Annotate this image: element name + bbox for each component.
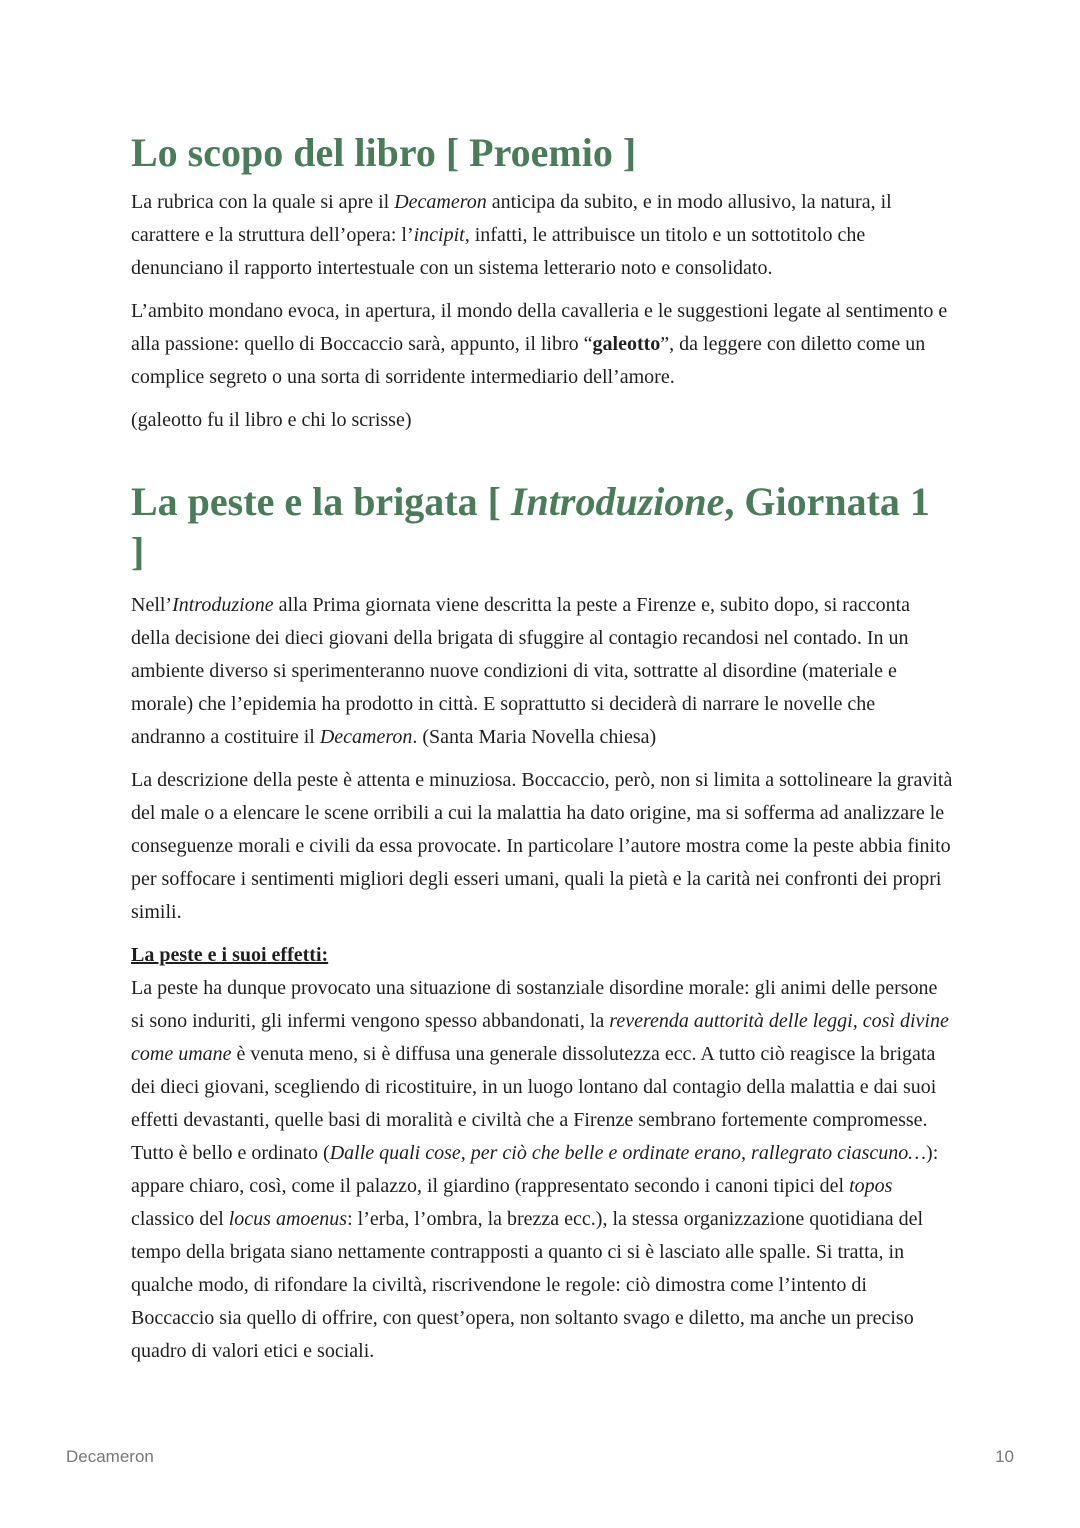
paragraph-introduzione: Nell’Introduzione alla Prima giornata viene descritta la peste a Firenze e, subito dopo, si racconta della decisione dei dieci giovani della brigata di sfuggire al contagio recandosi nel contado. In un ambiente diverso si sperimenteranno nuove condizioni di vita, sottratte al disordine (materiale e morale) che l’epidemia ha prodotto in città. E soprattutto si deciderà di narrare le novelle che andranno a costituire il Decameron. (Santa Maria Novella chiesa): [131, 594, 911, 748]
paragraph-descrizione-peste: La descrizione della peste è attenta e minuziosa. Boccaccio, però, non si limita a sottolineare la gravità del male o a elencare le scene orribili a cui la malattia ha dato origine, ma si sofferma ad analizzare le conseguenze morali e civili da essa provocate. In particolare l’autore mostra come la peste abbia finito per soffocare i sentimenti migliori degli esseri umani, quali la pietà e la carità nei confronti dei propri simili.: [131, 769, 953, 923]
subheading-peste-effetti: La peste e i suoi effetti:: [131, 944, 329, 966]
section-title-peste-brigata: La peste e la brigata [ Introduzione, Giornata 1 ]: [131, 479, 930, 574]
paragraph-ambito-mondano: L’ambito mondano evoca, in apertura, il mondo della cavalleria e le suggestioni legate al sentimento e alla passione: quello di Boccaccio sarà, appunto, il libro “galeotto”, da leggere con diletto come un complice segreto o una sorta di sorridente intermediario dell’amore.: [131, 300, 948, 388]
paragraph-rubrica: La rubrica con la quale si apre il Decameron anticipa da subito, e in modo allusivo, la natura, il carattere e la struttura dell’opera: l’incipit, infatti, le attribuisce un titolo e un sottotitolo che denunciano il rapporto intertestuale con un sistema letterario noto e consolidato.: [131, 191, 892, 279]
paragraph-peste-effetti: La peste ha dunque provocato una situazione di sostanziale disordine morale: gli animi delle persone si sono induriti, gli infermi vengono spesso abbandonati, la reverenda auttorità delle leggi, così divine come umane è venuta meno, si è diffusa una generale dissolutezza ecc. A tutto ciò reagisce la brigata dei dieci giovani, scegliendo di ricostituire, in un luogo lontano dal contagio della malattia e dai suoi effetti devastanti, quelle basi di moralità e civiltà che a Firenze sembrano fortemente compromesse. Tutto è bello e ordinato (Dalle quali cose, per ciò che belle e ordinate erano, rallegrato ciascuno…): appare chiaro, così, come il palazzo, il giardino (rappresentato secondo i canoni tipici del topos classico del locus amoenus: l’erba, l’ombra, la brezza ecc.), la stessa organizzazione quotidiana del tempo della brigata siano nettamente contrapposti a quanto ci si è lasciato alle spalle. Si tratta, in qualche modo, di rifondare la civiltà, riscrivendone le regole: ciò dimostra come l’intento di Boccaccio sia quello di offrire, con quest’opera, non soltanto svago e diletto, ma anche un preciso quadro di valori etici e sociali.: [131, 977, 949, 1362]
document-page: [131, 128, 953, 1368]
paragraph-galeotto-quote: (galeotto fu il libro e chi lo scrisse): [131, 409, 412, 431]
footer-document-title: Decameron: [66, 1447, 154, 1466]
section-title-proemio: Lo scopo del libro [ Proemio ]: [131, 130, 637, 175]
footer-page-number: 10: [995, 1447, 1014, 1466]
